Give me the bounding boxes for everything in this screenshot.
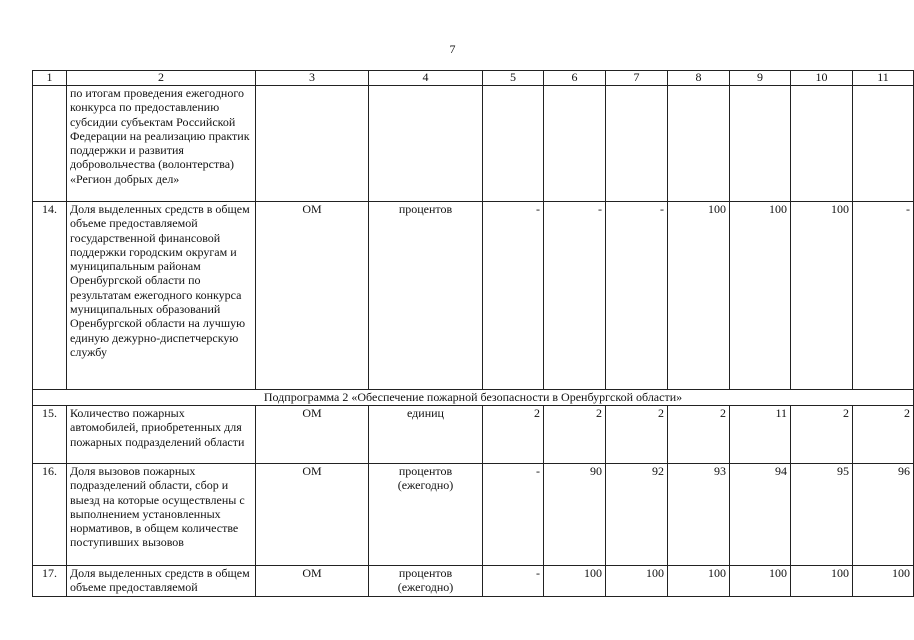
header-cell: 10 <box>791 71 853 86</box>
value-cell: 100 <box>791 202 853 390</box>
indicator-name: Доля выделенных средств в общем объеме предоставляемой <box>67 566 256 597</box>
value-cell: - <box>483 566 544 597</box>
indicator-name: Доля выделенных средств в общем объеме предоставляемой государственной финансовой поддержки городским округам и муниципальным районам Оренбургской области по результатам ежегодного конкурса муниципальных образований Оренбургской области на лучшую единую дежурно-диспетчерскую службу <box>67 202 256 390</box>
row-number: 17. <box>33 566 67 597</box>
value-cell: 2 <box>853 406 914 464</box>
table-row <box>33 202 914 390</box>
value-cell: 2 <box>791 406 853 464</box>
row-number <box>33 86 67 202</box>
value-cell: 100 <box>606 566 668 597</box>
value-cell: - <box>483 202 544 390</box>
value-cell: 93 <box>668 464 730 566</box>
header-cell: 8 <box>668 71 730 86</box>
indicator-name: Доля вызовов пожарных подразделений области, сбор и выезд на которые осуществлены с выполнением установленных нормативов, в общем количестве поступивших вызовов <box>67 464 256 566</box>
table-row <box>33 566 914 597</box>
header-cell: 9 <box>730 71 791 86</box>
indicator-type: ОМ <box>256 202 369 390</box>
value-cell <box>606 86 668 202</box>
value-cell: 100 <box>791 566 853 597</box>
table-row <box>33 86 914 202</box>
header-cell: 4 <box>369 71 483 86</box>
table-row <box>33 464 914 566</box>
value-cell: 96 <box>853 464 914 566</box>
value-cell: 100 <box>730 566 791 597</box>
value-cell <box>544 86 606 202</box>
value-cell: 90 <box>544 464 606 566</box>
value-cell: 100 <box>544 566 606 597</box>
indicator-type: ОМ <box>256 566 369 597</box>
table-row <box>33 406 914 464</box>
value-cell: 100 <box>853 566 914 597</box>
row-number: 14. <box>33 202 67 390</box>
indicator-type: ОМ <box>256 406 369 464</box>
value-cell: 95 <box>791 464 853 566</box>
value-cell: 2 <box>544 406 606 464</box>
header-cell: 11 <box>853 71 914 86</box>
value-cell: 2 <box>668 406 730 464</box>
page-number: 7 <box>449 42 456 56</box>
value-cell <box>791 86 853 202</box>
header-cell: 1 <box>33 71 67 86</box>
subprogram-heading-row <box>33 390 914 406</box>
unit <box>369 86 483 202</box>
value-cell: - <box>853 202 914 390</box>
header-cell: 7 <box>606 71 668 86</box>
value-cell: 100 <box>668 202 730 390</box>
table-header-row <box>33 71 914 86</box>
unit: процентов <box>369 202 483 390</box>
value-cell: 2 <box>606 406 668 464</box>
value-cell: 11 <box>730 406 791 464</box>
value-cell: 2 <box>483 406 544 464</box>
header-cell: 2 <box>67 71 256 86</box>
value-cell: 100 <box>668 566 730 597</box>
header-cell: 5 <box>483 71 544 86</box>
unit: процентов (ежегодно) <box>369 566 483 597</box>
value-cell <box>730 86 791 202</box>
indicator-name: по итогам проведения ежегодного конкурса по предоставлению субсидии субъектам Российской Федерации на реализацию практик поддержки и развития добровольчества (волонтерства) «Регион добрых дел» <box>67 86 256 202</box>
unit: единиц <box>369 406 483 464</box>
header-cell: 3 <box>256 71 369 86</box>
value-cell: 92 <box>606 464 668 566</box>
value-cell: 100 <box>730 202 791 390</box>
value-cell <box>483 86 544 202</box>
unit: процентов (ежегодно) <box>369 464 483 566</box>
value-cell: - <box>544 202 606 390</box>
indicator-type <box>256 86 369 202</box>
value-cell <box>853 86 914 202</box>
value-cell <box>668 86 730 202</box>
row-number: 15. <box>33 406 67 464</box>
row-number: 16. <box>33 464 67 566</box>
indicator-type: ОМ <box>256 464 369 566</box>
indicators-table <box>32 70 914 597</box>
subprogram-heading: Подпрограмма 2 «Обеспечение пожарной безопасности в Оренбургской области» <box>33 390 914 406</box>
header-cell: 6 <box>544 71 606 86</box>
value-cell: - <box>606 202 668 390</box>
value-cell: 94 <box>730 464 791 566</box>
indicator-name: Количество пожарных автомобилей, приобретенных для пожарных подразделений области <box>67 406 256 464</box>
value-cell: - <box>483 464 544 566</box>
